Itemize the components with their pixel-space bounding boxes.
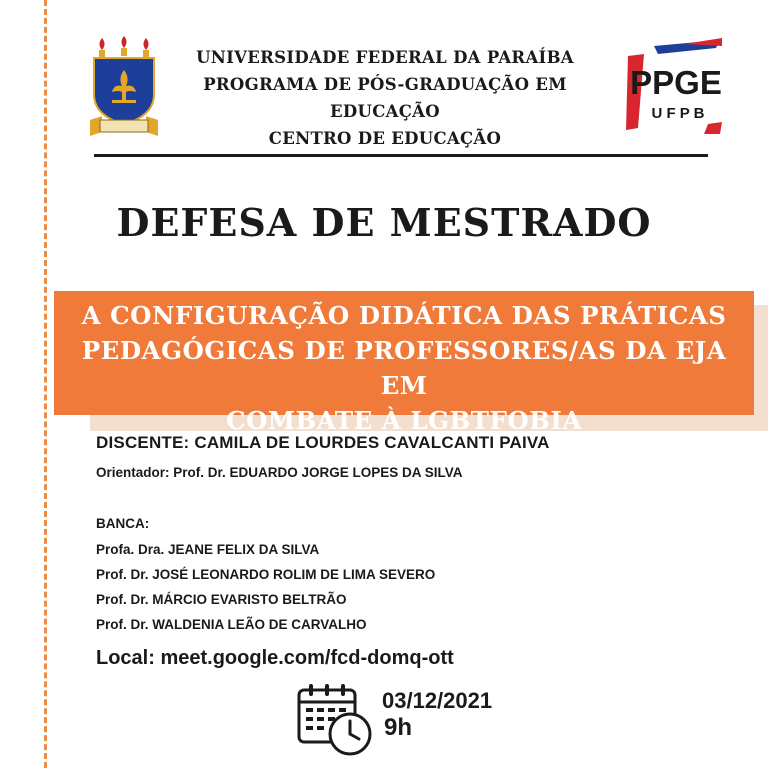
committee-member: Profa. Dra. JEANE FELIX DA SILVA xyxy=(96,542,320,557)
committee-label: BANCA: xyxy=(96,516,150,531)
calendar-clock-icon xyxy=(296,682,374,758)
ppge-logo-subtext: U F P B xyxy=(651,105,705,122)
meeting-location: Local: meet.google.com/fcd-domq-ott xyxy=(96,647,454,669)
header-center: CENTRO DE EDUCAÇÃO xyxy=(268,129,502,148)
ppge-logo xyxy=(624,38,724,134)
thesis-title xyxy=(54,298,754,438)
institution-header xyxy=(150,44,620,152)
committee-member: Prof. Dr. MÁRCIO EVARISTO BELTRÃO xyxy=(96,592,347,607)
event-time: 9h xyxy=(384,714,413,741)
thesis-title-line1: A CONFIGURAÇÃO DIDÁTICA DAS PRÁTICAS xyxy=(81,301,727,330)
committee-member: Prof. Dr. WALDENIA LEÃO DE CARVALHO xyxy=(96,617,367,632)
thesis-title-line3: COMBATE À LGBTFOBIA xyxy=(226,406,582,435)
committee-member: Prof. Dr. JOSÉ LEONARDO ROLIM DE LIMA SEVERO xyxy=(96,567,436,582)
page-title: DEFESA DE MESTRADO xyxy=(116,200,652,245)
thesis-title-line2: PEDAGÓGICAS DE PROFESSORES/AS DA EJA EM xyxy=(81,336,727,400)
left-dashed-border xyxy=(44,0,47,768)
advisor-name: Orientador: Prof. Dr. EDUARDO JORGE LOPES DA SILVA xyxy=(96,465,463,480)
header-divider xyxy=(94,154,708,157)
ppge-logo-text: PPGE xyxy=(630,64,722,101)
event-date: 03/12/2021 xyxy=(382,688,493,713)
header-program: PROGRAMA DE PÓS-GRADUAÇÃO EM EDUCAÇÃO xyxy=(203,75,567,121)
student-name: DISCENTE: CAMILA DE LOURDES CAVALCANTI PAIVA xyxy=(96,433,550,452)
header-university: UNIVERSIDADE FEDERAL DA PARAÍBA xyxy=(196,48,574,67)
